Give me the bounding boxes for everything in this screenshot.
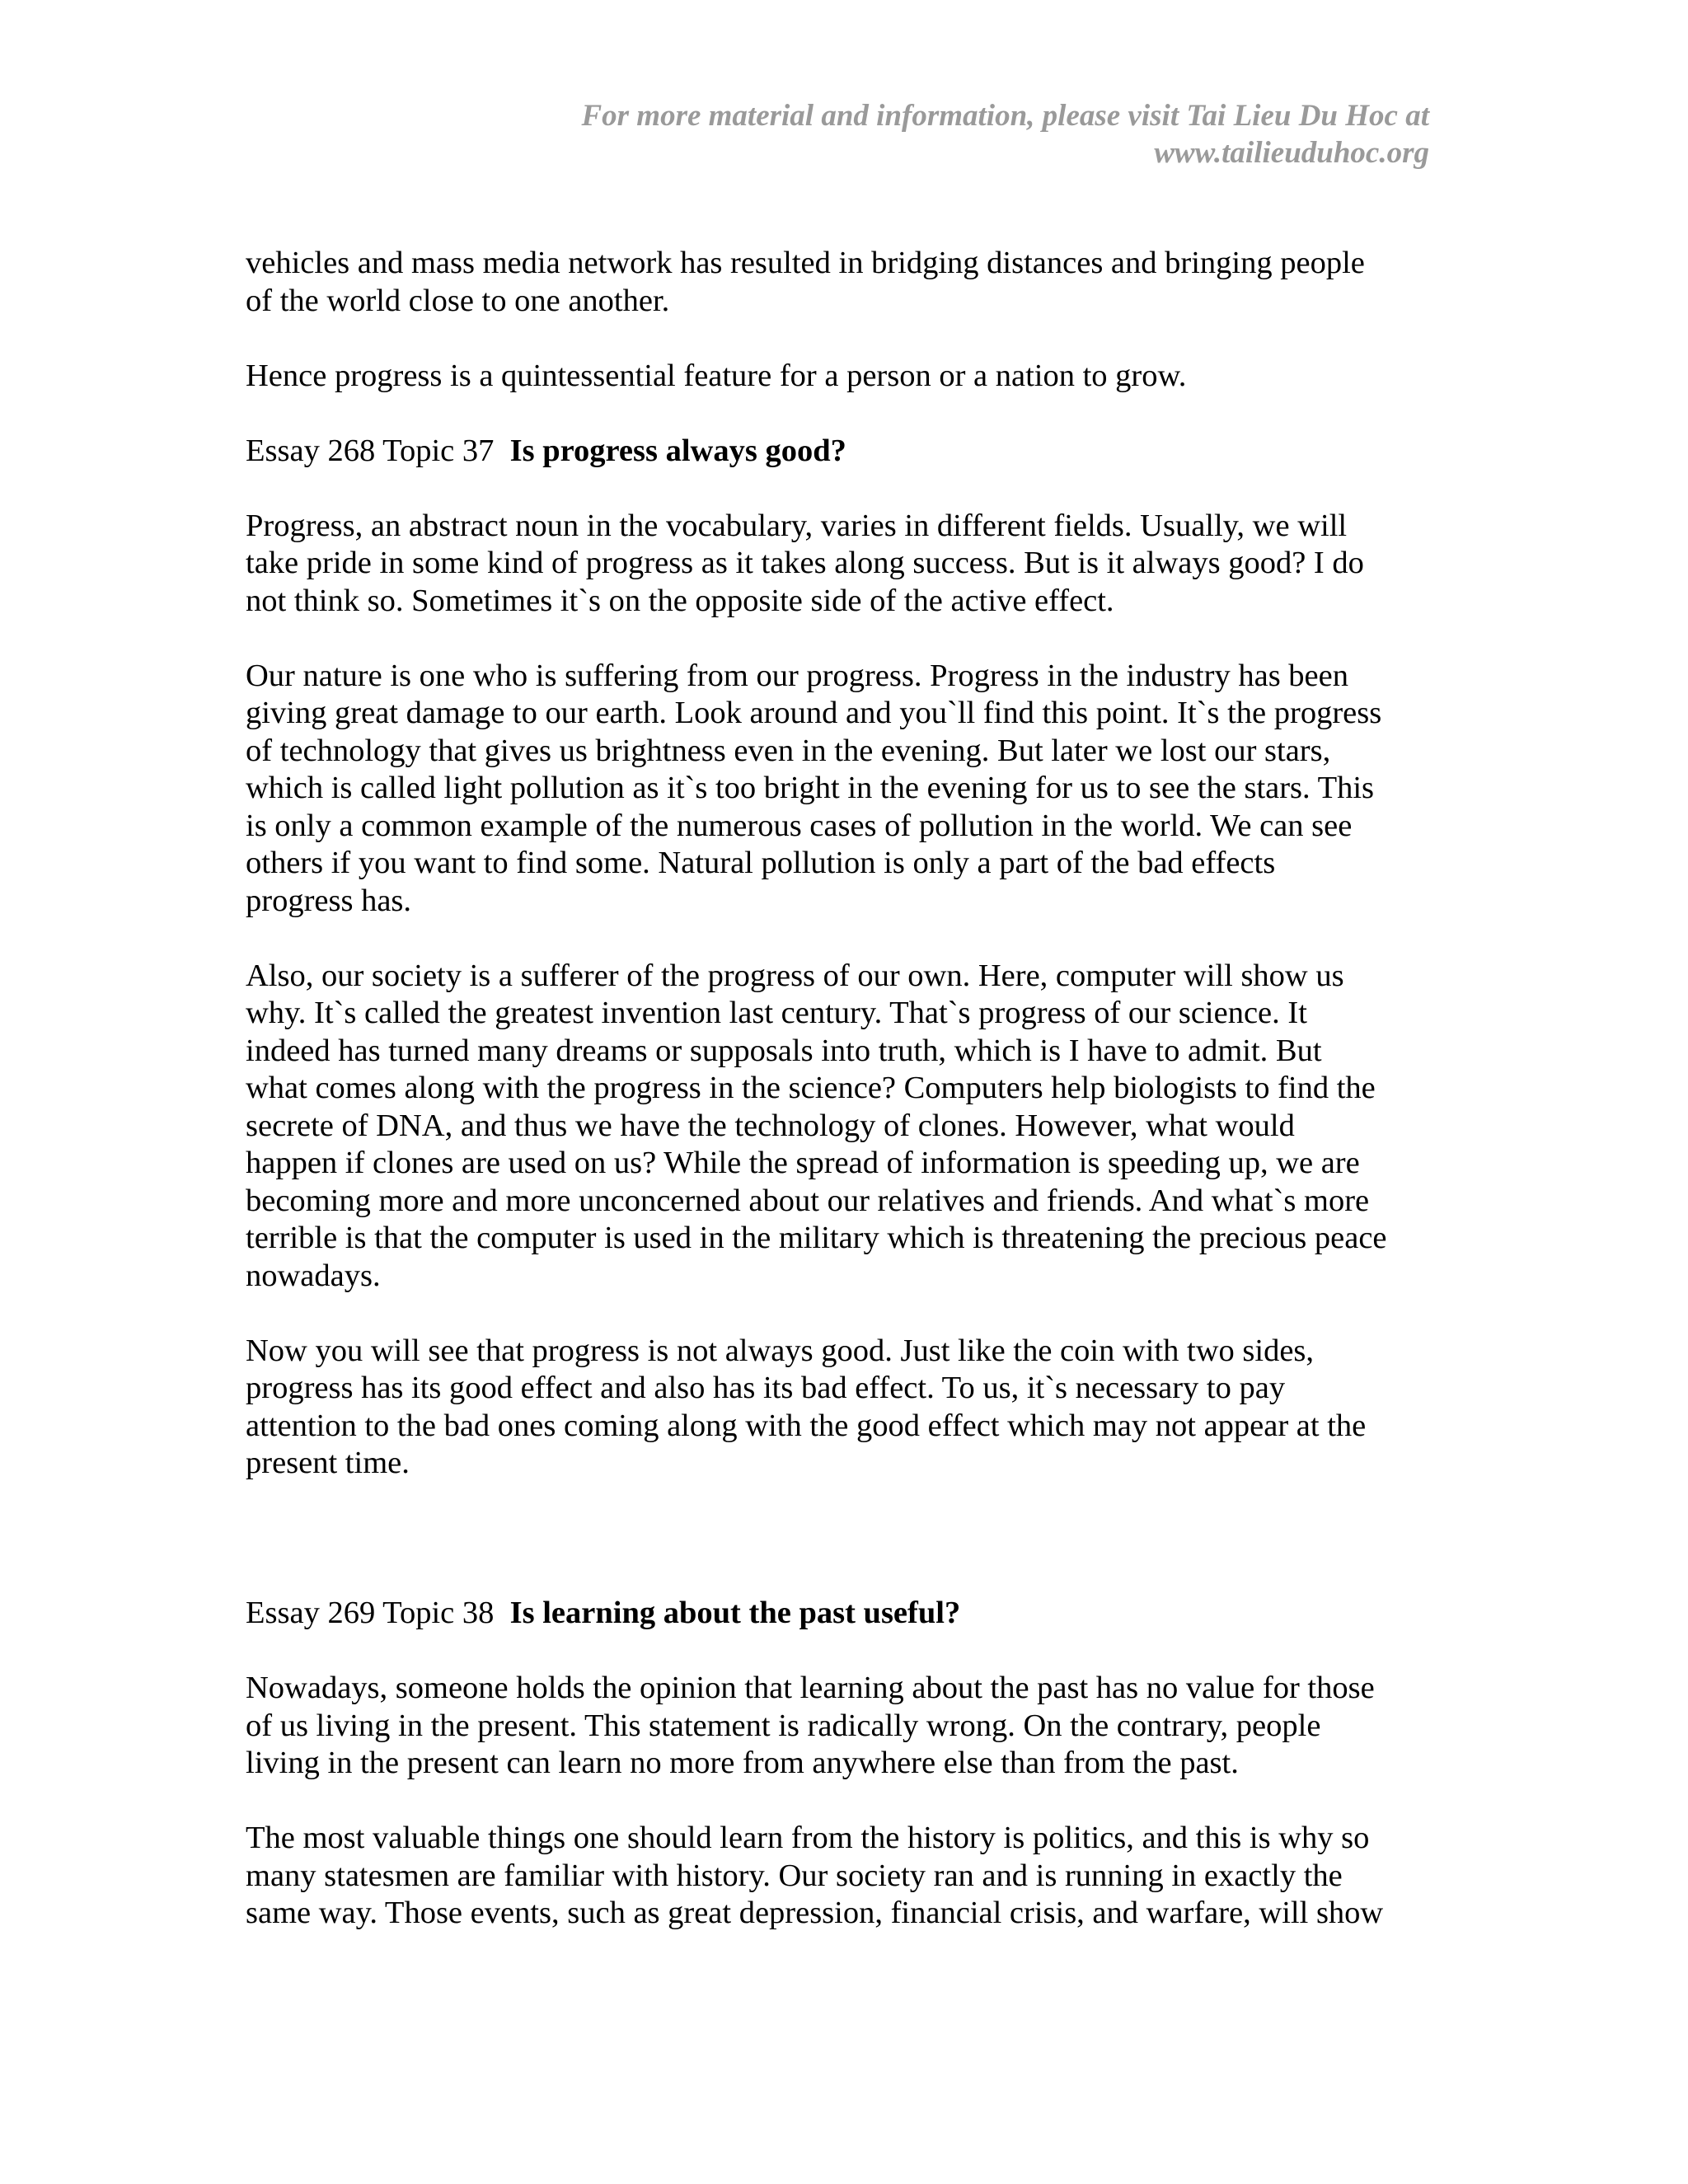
essay-prefix: Essay 268 Topic 37 [246, 433, 495, 468]
paragraph [246, 658, 1457, 921]
paragraph [246, 508, 1457, 621]
paragraph [246, 1820, 1457, 1933]
text-line: attention to the bad ones coming along with the good effect which may not appear at the [246, 1408, 1367, 1443]
text-line: nowadays. [246, 1258, 381, 1293]
essay-title: Is learning about the past useful? [509, 1596, 961, 1630]
text-line: Also, our society is a sufferer of the progress of our own. Here, computer will show us [246, 958, 1344, 993]
text-line: Now you will see that progress is not always good. Just like the coin with two sides, [246, 1333, 1315, 1368]
text-line: of technology that gives us brightness even in the evening. But later we lost our stars, [246, 733, 1331, 768]
text-line: secrete of DNA, and thus we have the technology of clones. However, what would [246, 1108, 1295, 1143]
text-line: is only a common example of the numerous cases of pollution in the world. We can see [246, 808, 1353, 843]
text-line: giving great damage to our earth. Look around and you`ll find this point. It`s the progress [246, 696, 1382, 730]
text-line: living in the present can learn no more from anywhere else than from the past. [246, 1746, 1239, 1780]
text-line: of us living in the present. This statement is radically wrong. On the contrary, people [246, 1708, 1321, 1743]
text-line: indeed has turned many dreams or supposals into truth, which is I have to admit. But [246, 1033, 1322, 1068]
text-line: Progress, an abstract noun in the vocabulary, varies in different fields. Usually, we will [246, 508, 1348, 543]
text-line: same way. Those events, such as great depression, financial crisis, and warfare, will show [246, 1896, 1384, 1930]
text-line: not think so. Sometimes it`s on the opposite side of the active effect. [246, 583, 1114, 618]
document-body [246, 245, 1457, 1970]
text-line: Hence progress is a quintessential feature for a person or a nation to grow. [246, 358, 1187, 393]
text-line: others if you want to find some. Natural pollution is only a part of the bad effects [246, 846, 1276, 880]
text-line: vehicles and mass media network has resulted in bridging distances and bringing people [246, 246, 1365, 280]
header-line-1: For more material and information, please visit Tai Lieu Du Hoc at [581, 99, 1429, 133]
essay-heading-268 [246, 433, 1457, 471]
text-line: of the world close to one another. [246, 283, 670, 318]
text-line: terrible is that the computer is used in the military which is threatening the precious peace [246, 1221, 1387, 1255]
paragraph [246, 958, 1457, 1296]
paragraph [246, 358, 1457, 396]
text-line: progress has. [246, 883, 412, 918]
essay-title: Is progress always good? [509, 433, 846, 468]
text-line: Nowadays, someone holds the opinion that learning about the past has no value for those [246, 1671, 1375, 1705]
text-line: many statesmen are familiar with history. Our society ran and is running in exactly the [246, 1858, 1343, 1893]
page-header [275, 97, 1429, 171]
essay-heading-269 [246, 1595, 1457, 1633]
paragraph [246, 1670, 1457, 1783]
text-line: present time. [246, 1446, 410, 1480]
text-line: Our nature is one who is suffering from our progress. Progress in the industry has been [246, 658, 1348, 693]
text-line: which is called light pollution as it`s too bright in the evening for us to see the stars. This [246, 771, 1375, 805]
text-line: what comes along with the progress in the science? Computers help biologists to find the [246, 1071, 1376, 1105]
header-url: www.tailieuduhoc.org [1154, 136, 1429, 170]
text-line: The most valuable things one should learn from the history is politics, and this is why so [246, 1821, 1370, 1855]
text-line: progress has its good effect and also has its bad effect. To us, it`s necessary to pay [246, 1371, 1286, 1405]
section-spacer [246, 1520, 1457, 1595]
essay-prefix: Essay 269 Topic 38 [246, 1596, 495, 1630]
text-line: happen if clones are used on us? While the spread of information is speeding up, we are [246, 1146, 1360, 1180]
text-line: take pride in some kind of progress as it takes along success. But is it always good? I do [246, 546, 1364, 580]
paragraph [246, 1333, 1457, 1483]
paragraph [246, 245, 1457, 320]
text-line: why. It`s called the greatest invention last century. That`s progress of our science. It [246, 996, 1307, 1030]
text-line: becoming more and more unconcerned about our relatives and friends. And what`s more [246, 1183, 1370, 1218]
